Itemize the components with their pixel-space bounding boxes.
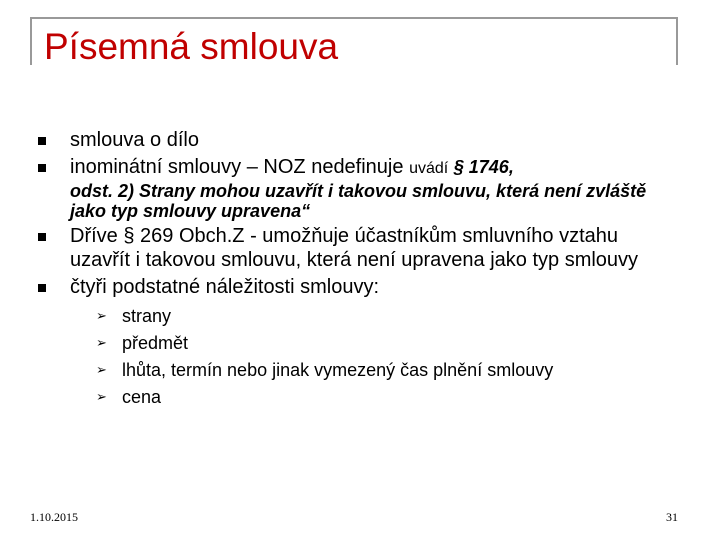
sub-bullet-item bbox=[96, 357, 678, 384]
slide-number: 31 bbox=[666, 510, 678, 524]
sub-bullet-text: předmět bbox=[122, 333, 189, 353]
bullet-small-text: uvádí bbox=[409, 160, 449, 177]
sub-bullet-text: cena bbox=[122, 387, 162, 407]
arrowhead-bullet-icon: ➢ bbox=[96, 309, 107, 324]
sub-bullet-text: lhůta, termín nebo jinak vymezený čas plnění smlouvy bbox=[122, 360, 554, 380]
sub-bullet-list bbox=[38, 303, 678, 411]
bullet-list bbox=[38, 128, 678, 411]
arrowhead-bullet-icon: ➢ bbox=[96, 363, 107, 378]
title-frame-right-line bbox=[676, 17, 678, 65]
bullet-text: čtyři podstatné náležitosti smlouvy: bbox=[70, 276, 380, 298]
square-bullet-icon bbox=[38, 164, 46, 172]
bullet-item bbox=[38, 155, 678, 221]
bullet-text: Dříve § 269 Obch.Z - umožňuje účastníkům smluvního vztahu uzavřít i takovou smlouvu, která není upravena jako typ smlouvy bbox=[70, 225, 639, 271]
bullet-item bbox=[38, 275, 678, 299]
arrowhead-bullet-icon: ➢ bbox=[96, 336, 107, 351]
footer-date: 1.10.2015 bbox=[30, 510, 78, 524]
bullet-item bbox=[38, 128, 678, 152]
square-bullet-icon bbox=[38, 284, 46, 292]
sub-bullet-item bbox=[96, 330, 678, 357]
square-bullet-icon bbox=[38, 137, 46, 145]
bullet-italic-quote: odst. 2) Strany mohou uzavřít i takovou smlouvu, která není zvláště jako typ smlouvy upravena“ bbox=[70, 181, 647, 221]
sub-bullet-item bbox=[96, 384, 678, 411]
bullet-item bbox=[38, 224, 678, 272]
square-bullet-icon bbox=[38, 233, 46, 241]
sub-bullet-item bbox=[96, 303, 678, 330]
bullet-text: smlouva o dílo bbox=[70, 129, 199, 151]
title-frame-top-line bbox=[30, 17, 676, 19]
arrowhead-bullet-icon: ➢ bbox=[96, 390, 107, 405]
title-frame-left-line bbox=[30, 17, 32, 65]
sub-bullet-text: strany bbox=[122, 306, 172, 326]
slide-title: Písemná smlouva bbox=[44, 26, 339, 67]
bullet-text: inominátní smlouvy – NOZ nedefinuje bbox=[70, 156, 404, 178]
bullet-italic-citation: § 1746, bbox=[453, 157, 514, 177]
